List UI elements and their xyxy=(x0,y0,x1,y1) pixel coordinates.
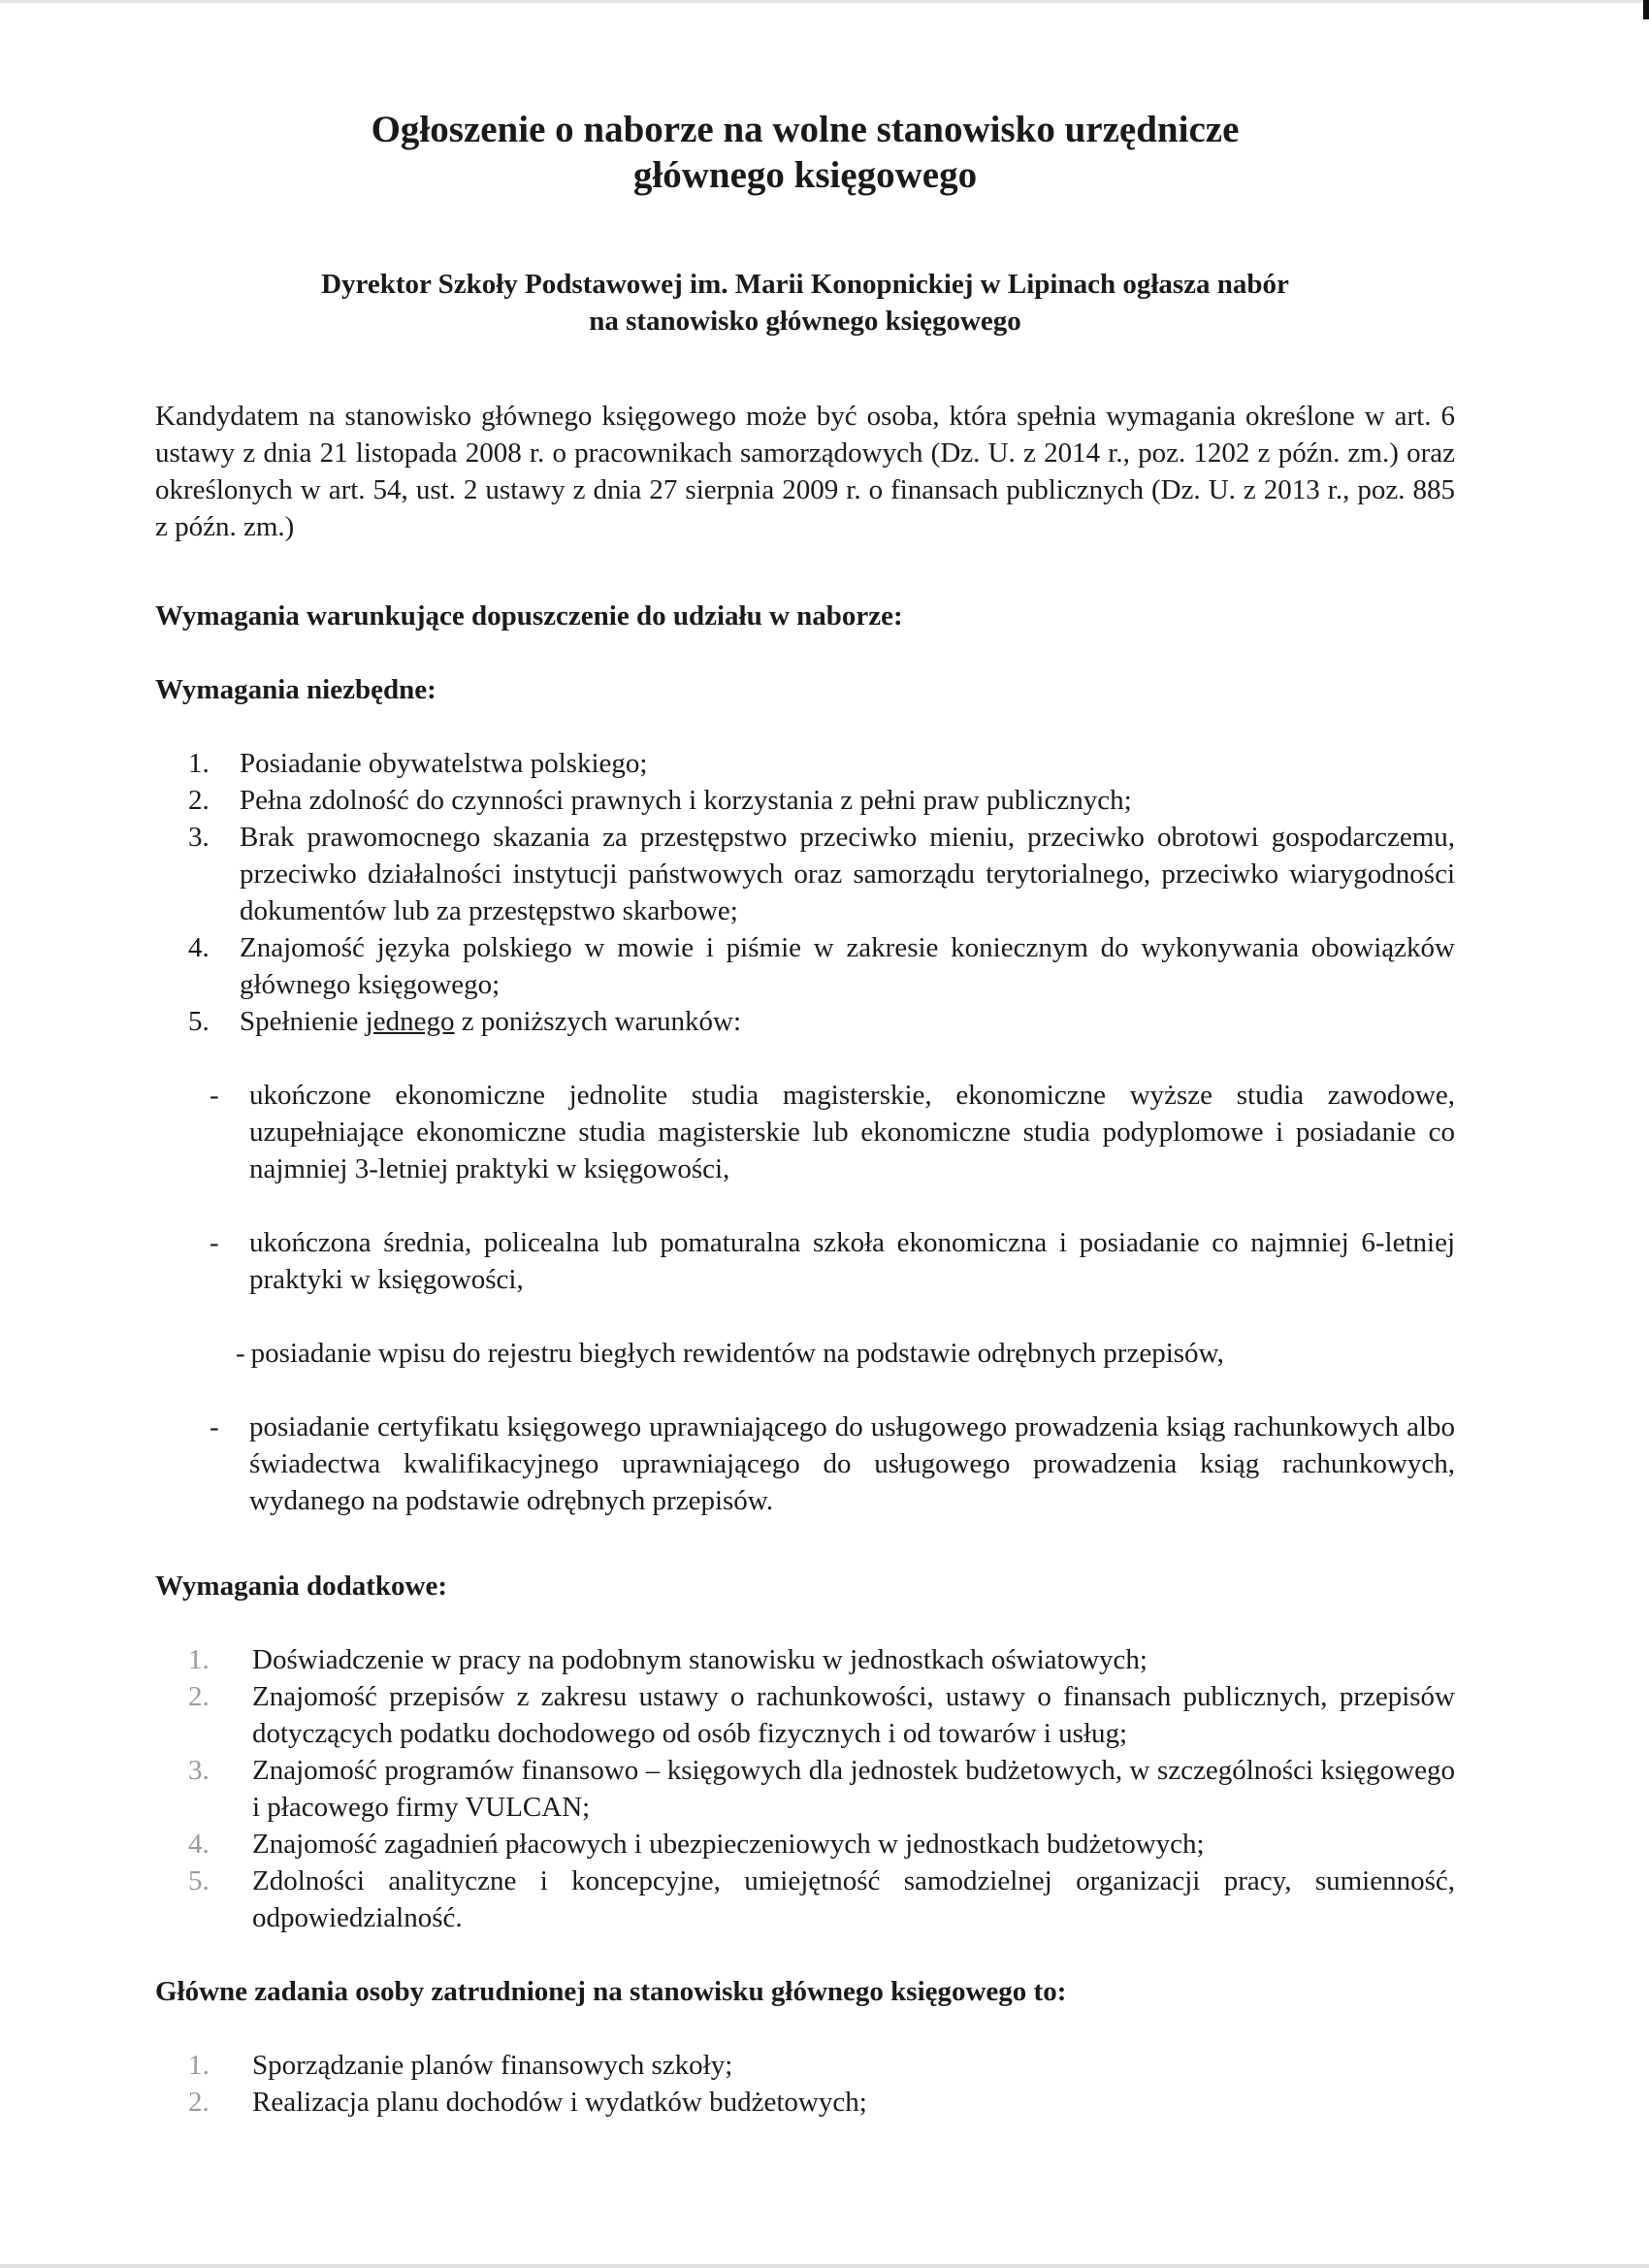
item-text-underlined: jednego xyxy=(365,1006,455,1037)
dash-marker: - xyxy=(210,1411,219,1442)
list-item xyxy=(155,1863,1455,1936)
item-number: 3. xyxy=(188,1755,210,1786)
item-text: Znajomość języka polskiego w mowie i piśmie w zakresie koniecznym do wykonywania obowiązków głównego księgowego; xyxy=(240,932,1455,1000)
dash-marker: - xyxy=(210,1227,219,1258)
subtitle-line-1: Dyrektor Szkoły Podstawowej im. Marii Konopnickiej w Lipinach ogłasza nabór xyxy=(321,269,1289,300)
dash-marker: - xyxy=(236,1338,245,1369)
necessary-requirements-list xyxy=(155,745,1455,1040)
condition-item xyxy=(155,1077,1455,1187)
condition-text: posiadanie wpisu do rejestru biegłych rewidentów na podstawie odrębnych przepisów, xyxy=(250,1338,1224,1369)
item-number: 2. xyxy=(188,1681,210,1712)
title-line-2: głównego księgowego xyxy=(632,154,978,196)
item-text: Pełna zdolność do czynności prawnych i korzystania z pełni praw publicznych; xyxy=(240,785,1132,816)
item-number: 2. xyxy=(188,2087,210,2118)
item-text: Realizacja planu dochodów i wydatków budżetowych; xyxy=(252,2087,867,2118)
intro-paragraph: Kandydatem na stanowisko głównego księgowego może być osoba, która spełnia wymagania określone w art. 6 ustawy z dnia 21 listopada 2008 r. o pracownikach samorządowych (Dz. U. z 2014 r., poz. 1202 z późn. zm.) oraz określonych w art. 54, ust. 2 ustawy z dnia 27 sierpnia 2009 r. o finansach publicznych (Dz. U. z 2013 r., poz. 885 z późn. zm.) xyxy=(155,401,1455,542)
list-item xyxy=(155,819,1455,929)
item-number: 1. xyxy=(188,1644,210,1675)
list-item xyxy=(155,1003,1455,1040)
main-tasks-heading: Główne zadania osoby zatrudnionej na stanowisku głównego księgowego to: xyxy=(155,1976,1067,2007)
list-item xyxy=(155,745,1455,782)
condition-item xyxy=(155,1409,1455,1519)
item-number: 4. xyxy=(188,1829,210,1860)
item-text: Posiadanie obywatelstwa polskiego; xyxy=(240,748,648,779)
item-text: Znajomość zagadnień płacowych i ubezpieczeniowych w jednostkach budżetowych; xyxy=(252,1829,1205,1860)
document-title xyxy=(155,107,1455,198)
condition-text: ukończona średnia, policealna lub pomaturalna szkoła ekonomiczna i posiadanie co najmniej 6-letniej praktyki w księgowości, xyxy=(249,1227,1455,1295)
item-number: 3. xyxy=(188,822,210,853)
list-item xyxy=(155,1641,1455,1678)
scan-edge-mark xyxy=(1643,0,1649,19)
requirements-heading: Wymagania warunkujące dopuszczenie do udziału w naborze: xyxy=(155,600,903,632)
item-number: 1. xyxy=(188,748,210,779)
document-page xyxy=(155,107,1455,2121)
item-text: Zdolności analityczne i koncepcyjne, umiejętność samodzielnej organizacji pracy, sumienność, odpowiedzialność. xyxy=(252,1865,1455,1933)
condition-text: posiadanie certyfikatu księgowego uprawniającego do usługowego prowadzenia ksiąg rachunkowych albo świadectwa kwalifikacyjnego uprawniającego do usługowego prowadzenia ksiąg rachunkowych, wydanego na podstawie odrębnych przepisów. xyxy=(249,1411,1455,1516)
document-subtitle xyxy=(155,266,1455,340)
dash-marker: - xyxy=(210,1080,219,1111)
list-item xyxy=(155,1678,1455,1752)
item-number: 4. xyxy=(188,932,210,963)
list-item xyxy=(155,929,1455,1003)
scan-edge-top xyxy=(0,0,1649,3)
title-line-1: Ogłoszenie o naborze na wolne stanowisko urzędnicze xyxy=(371,109,1240,150)
condition-text: ukończone ekonomiczne jednolite studia magisterskie, ekonomiczne wyższe studia zawodowe, uzupełniające ekonomiczne studia magisterskie lub ekonomiczne studia podyplomowe i posiadanie co najmniej 3-letniej praktyki w księgowości, xyxy=(249,1080,1455,1184)
necessary-requirements-heading: Wymagania niezbędne: xyxy=(155,674,436,705)
item-number: 1. xyxy=(188,2050,210,2081)
scan-edge-bottom xyxy=(0,2264,1649,2268)
subtitle-line-2: na stanowisko głównego księgowego xyxy=(589,306,1021,337)
list-item xyxy=(155,2084,1455,2121)
item-number: 5. xyxy=(188,1865,210,1896)
item-text-after: z poniższych warunków: xyxy=(454,1006,742,1037)
item-text: Brak prawomocnego skazania za przestępstwo przeciwko mieniu, przeciwko obrotowi gospodarczemu, przeciwko działalności instytucji państwowych oraz samorządu terytorialnego, przeciwko wiarygodności dokumentów lub za przestępstwo skarbowe; xyxy=(240,822,1455,926)
item-text: Doświadczenie w pracy na podobnym stanowisku w jednostkach oświatowych; xyxy=(252,1644,1148,1675)
item-number: 5. xyxy=(188,1006,210,1037)
additional-requirements-heading: Wymagania dodatkowe: xyxy=(155,1571,448,1602)
condition-item xyxy=(155,1335,1455,1372)
item-text: Sporządzanie planów finansowych szkoły; xyxy=(252,2050,733,2081)
item-number: 2. xyxy=(188,785,210,816)
additional-requirements-list xyxy=(155,1641,1455,1936)
main-tasks-list xyxy=(155,2047,1455,2121)
item-text: Znajomość przepisów z zakresu ustawy o rachunkowości, ustawy o finansach publicznych, przepisów dotyczących podatku dochodowego od osób fizycznych i od towarów i usług; xyxy=(252,1681,1455,1749)
item-text-before: Spełnienie xyxy=(240,1006,366,1037)
condition-item xyxy=(155,1224,1455,1298)
item-text: Znajomość programów finansowo – księgowych dla jednostek budżetowych, w szczególności księgowego i płacowego firmy VULCAN; xyxy=(252,1755,1455,1823)
list-item xyxy=(155,1752,1455,1826)
list-item xyxy=(155,1826,1455,1863)
list-item xyxy=(155,782,1455,819)
list-item xyxy=(155,2047,1455,2084)
